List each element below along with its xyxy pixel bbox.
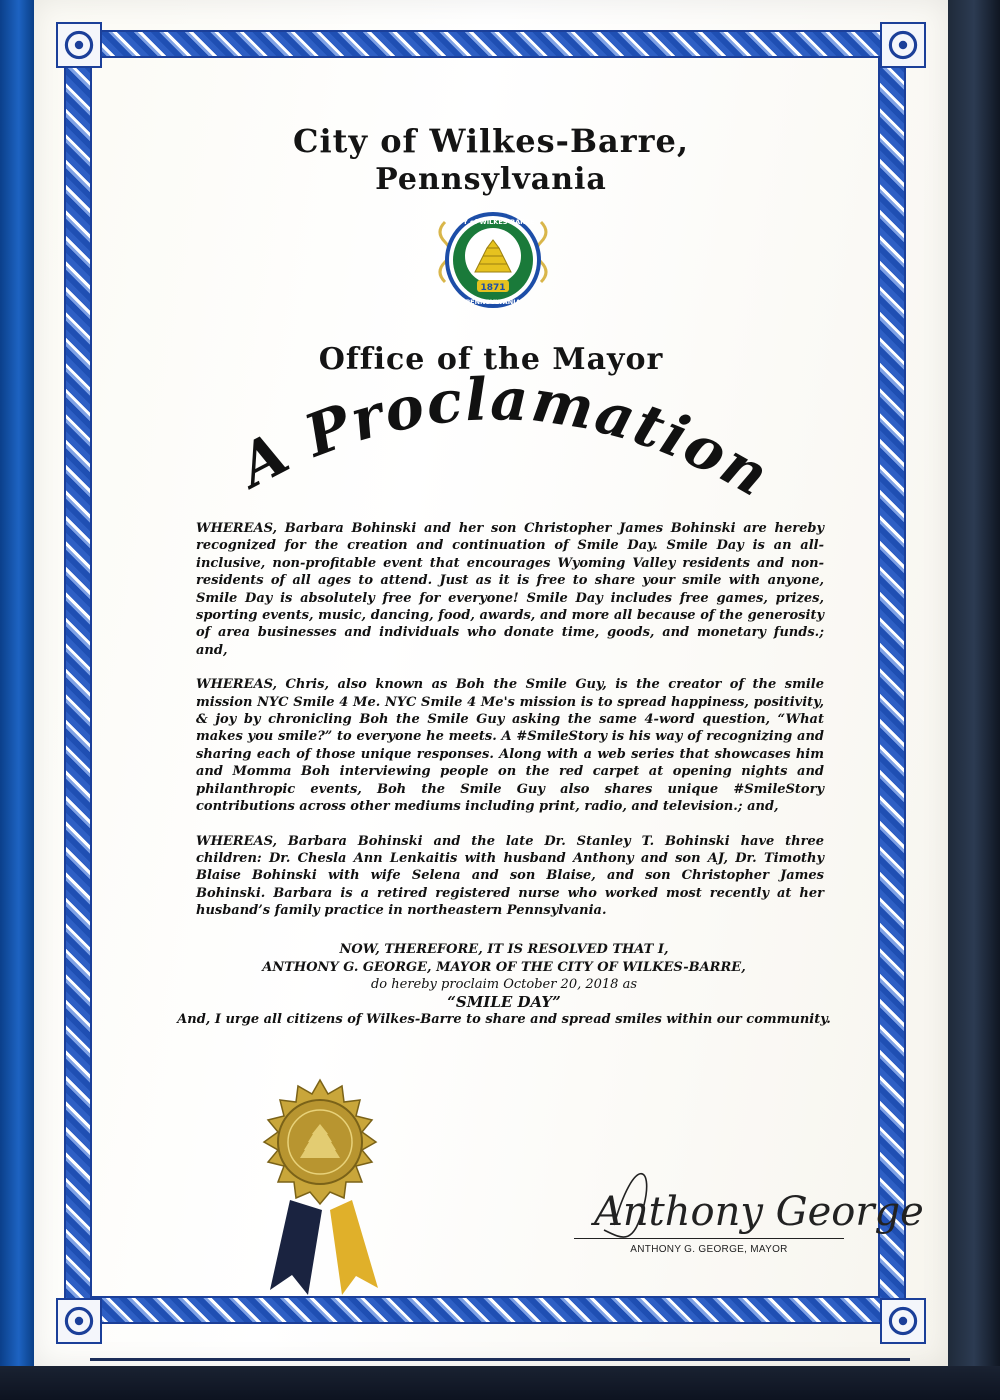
corner-ornament-icon	[56, 1298, 102, 1344]
whereas-clauses	[196, 520, 824, 937]
signature-line	[574, 1238, 844, 1239]
frame-bottom-edge	[0, 1366, 1000, 1400]
state-heading: Pennsylvania	[375, 162, 607, 197]
resolution-block	[174, 941, 834, 1029]
resolution-line-2: ANTHONY G. GEORGE, MAYOR OF THE CITY OF WILKES-BARRE,	[262, 959, 746, 975]
resolution-line-1: NOW, THEREFORE, IT IS RESOLVED THAT I,	[339, 942, 669, 957]
whereas-paragraph-2: WHEREAS, Chris, also known as Boh the Smile Guy, is the creator of the smile mission NYC Smile 4 Me. NYC Smile 4 Me's mission is to spread happiness, positivity, & joy by chronicling Boh the Smile Guy asking the same 4-word question, “What makes you smile?” to everyone he meets. A #SmileStory is his way of recognizing and sharing each of those unique responses. Along with a web series that showcases him and Momma Boh interviewing people on the red carpet at opening nights and philanthropic events, Boh the Smile Guy also shares unique #SmileStory contributions across other mediums including print, radio, and television.; and,	[196, 677, 824, 815]
whereas-paragraph-1: WHEREAS, Barbara Bohinski and her son Christopher James Bohinski are hereby recognized for the creation and continuation of Smile Day. Smile Day is an all-inclusive, non-profitable event that encourages Wyoming Valley residents and non-residents of all ages to attend. Just as it is free to share your smile with anyone, Smile Day is absolutely free for everyone! Smile Day includes free games, prizes, sporting events, music, dancing, food, awards, and more all because of the generosity of area businesses and individuals who donate time, goods, and monetary funds.; and,	[196, 521, 824, 658]
seal-ring-bottom-text: PENNSYLVANIA	[465, 298, 521, 306]
proclamation-title-text: A Proclamatio	[234, 372, 740, 501]
corner-ornament-icon	[56, 22, 102, 68]
whereas-paragraph-3: WHEREAS, Barbara Bohinski and the late Dr. Stanley T. Bohinski have three children: Dr. Chesla Ann Lenkaitis with husband Anthony and son AJ, Dr. Timothy Blaise Bohinski with wife Selena and son Blaise, and son Christopher James Bohinski. Barbara is a retired registered nurse who worked most recently at her husband’s family practice in northeastern Pennsylvania.	[196, 833, 824, 919]
svg-text:A Proclamation	[234, 372, 774, 510]
smile-day-name: “SMILE DAY”	[447, 992, 561, 1011]
proclamation-title	[234, 372, 774, 512]
resolution-line-5: And, I urge all citizens of Wilkes-Barre to share and spread smiles within our community.	[177, 1012, 831, 1027]
city-heading: City of Wilkes-Barre,	[293, 122, 689, 160]
frame-bottom-rule	[90, 1358, 910, 1361]
corner-ornament-icon	[880, 22, 926, 68]
proclamation-document	[34, 0, 948, 1366]
signatory-name: ANTHONY G. GEORGE, MAYOR	[630, 1244, 788, 1255]
frame-right-edge	[948, 0, 1000, 1400]
mayor-signature-image	[574, 1145, 924, 1245]
seal-year: 1871	[480, 283, 506, 293]
city-seal-icon	[423, 200, 563, 320]
office-heading: Office of the Mayor	[318, 342, 664, 377]
seal-ring-top-text: CITY of WILKES-BARRE	[451, 218, 535, 226]
frame-left-edge	[0, 0, 34, 1400]
resolution-line-3: do hereby proclaim October 20, 2018 as	[370, 977, 638, 992]
gold-embossed-seal-icon	[230, 1080, 410, 1300]
corner-ornament-icon	[880, 1298, 926, 1344]
handwritten-signature: Anthony George	[594, 1189, 924, 1235]
